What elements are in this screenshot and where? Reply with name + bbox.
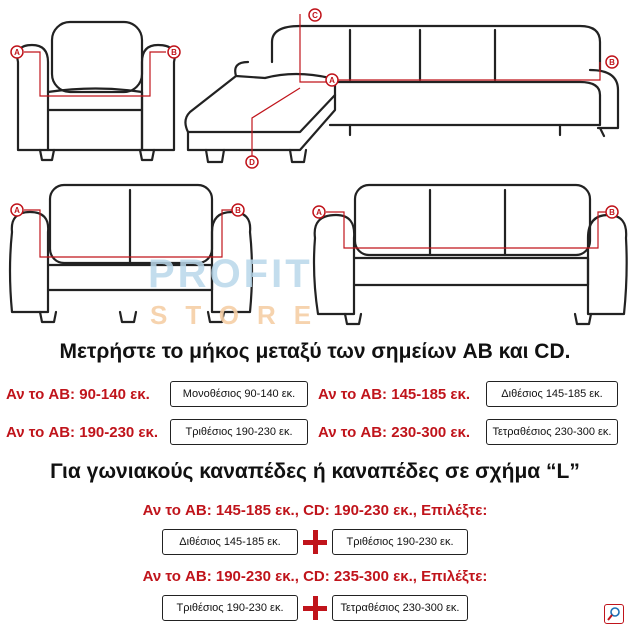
range-label-4: Αν το AB: 230-300 εκ. [318,424,471,441]
size-box-single: Μονοθέσιος 90-140 εκ. [170,381,308,407]
armchair-drawing [17,22,174,160]
svg-text:B: B [609,208,615,217]
point-a-loveseat [11,204,23,216]
point-a-corner [326,74,338,86]
svg-text:A: A [14,206,20,215]
point-b-armchair [168,46,180,58]
corner-option-1-right: Τριθέσιος 190-230 εκ. [332,529,468,555]
corner-option-1-left: Διθέσιος 145-185 εκ. [162,529,298,555]
svg-text:C: C [312,11,318,20]
point-d-corner [246,156,258,168]
range-label-3: Αν το AB: 190-230 εκ. [6,424,159,441]
measurement-lines [24,14,606,257]
range-label-2: Αν το AB: 145-185 εκ. [318,386,471,403]
magnifier-logo-icon [604,604,624,624]
watermark-store: STORE [150,300,330,330]
size-box-quad: Τετραθέσιος 230-300 εκ. [486,419,618,445]
plus-icon [302,595,328,621]
corner-sofa-title: Για γωνιακούς καναπέδες ή καναπέδες σε σχήμα “L” [50,460,580,483]
svg-text:A: A [316,208,322,217]
corner-condition-2: Αν το AB: 190-230 εκ., CD: 235-300 εκ., Επιλέξτε: [142,568,488,585]
watermark-profit: PROFIT [148,252,313,296]
point-a-three-seat [313,206,325,218]
point-b-loveseat [232,204,244,216]
size-box-double: Διθέσιος 145-185 εκ. [486,381,618,407]
plus-icon [302,529,328,555]
svg-text:B: B [171,48,177,57]
corner-option-2-right: Τετραθέσιος 230-300 εκ. [332,595,468,621]
svg-text:B: B [609,58,615,67]
size-box-triple: Τριθέσιος 190-230 εκ. [170,419,308,445]
point-markers [11,9,618,218]
svg-text:D: D [249,158,255,167]
corner-sofa-drawing [185,26,618,162]
point-c-corner [309,9,321,21]
svg-text:A: A [14,48,20,57]
corner-condition-1: Αν το AB: 145-185 εκ., CD: 190-230 εκ., Επιλέξτε: [142,502,488,519]
three-seat-sofa-drawing [314,185,627,324]
svg-text:B: B [235,206,241,215]
range-label-1: Αν το AB: 90-140 εκ. [6,386,150,403]
point-b-corner [606,56,618,68]
corner-option-2-left: Τριθέσιος 190-230 εκ. [162,595,298,621]
point-b-three-seat [606,206,618,218]
page-title: Μετρήστε το μήκος μεταξύ των σημείων AB και CD. [59,340,571,363]
svg-text:A: A [329,76,335,85]
point-a-armchair [11,46,23,58]
